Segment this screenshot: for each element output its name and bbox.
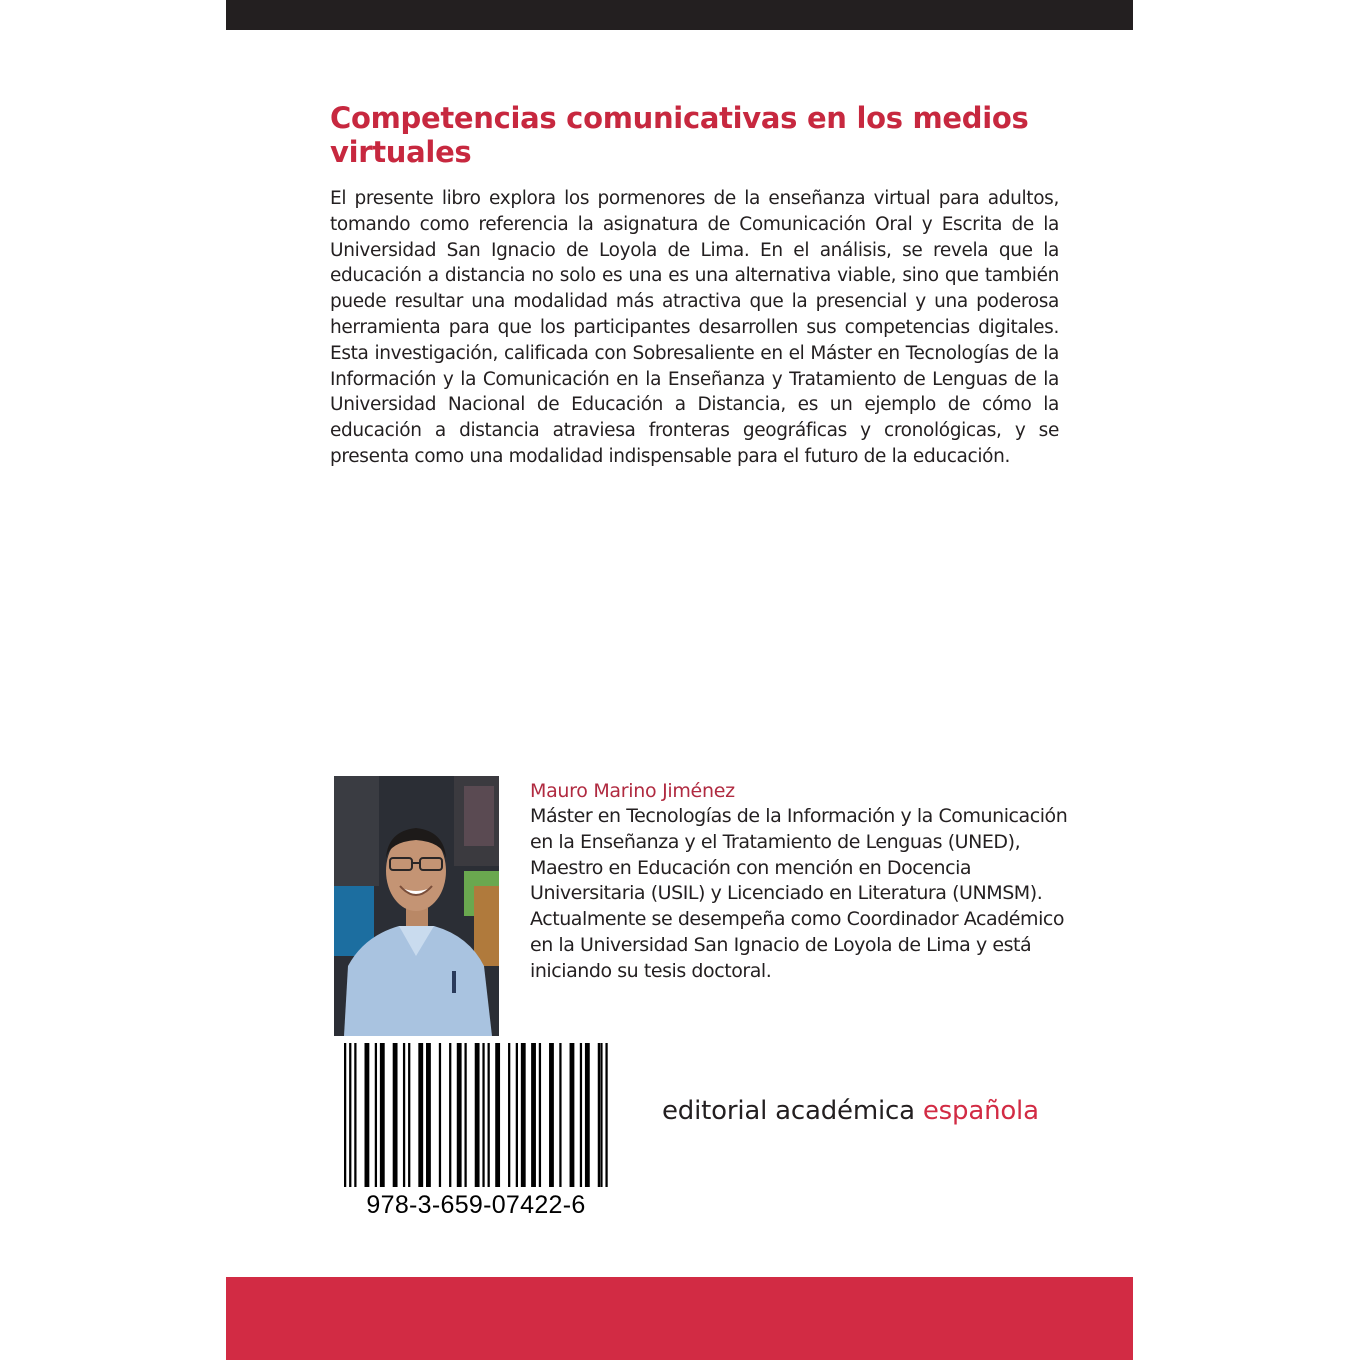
publisher-name-accent: española [922, 1096, 1039, 1126]
book-back-cover [226, 0, 1133, 1360]
barcode-bar [380, 1043, 385, 1187]
barcode-bar [365, 1043, 370, 1187]
barcode-bar [549, 1043, 554, 1187]
barcode-bar [408, 1043, 410, 1187]
author-photo [334, 776, 499, 1036]
barcode-bar [393, 1043, 398, 1187]
publisher-logo [662, 1094, 1039, 1128]
book-synopsis: El presente libro explora los pormenores de la enseñanza virtual para adultos, tomando como referencia la asignatura de Comunicación Oral y Escrita de la Universidad San Ignacio de Loyola de Lima. En el análisis, se revela que la educación a distancia no solo es una es una alternativa viable, sino que también puede resultar una modalidad más atractiva que la presencial y una poderosa herramienta para que los participantes desarrollen sus competencias digitales. Esta investigación, calificada con Sobresaliente en el Máster en Tecnologías de la Información y la Comunicación en la Enseñanza y Tratamiento de Lenguas de la Universidad Nacional de Educación a Distancia, es un ejemplo de cómo la educación a distancia atraviesa fronteras geográficas y cronológicas, y se presenta como una modalidad indispensable para el futuro de la educación. [330, 188, 1059, 467]
barcode-bar [539, 1043, 541, 1187]
barcode-bar [482, 1043, 484, 1187]
barcode-bar [354, 1043, 356, 1187]
publisher-name-main: editorial académica [662, 1096, 915, 1126]
barcode-bar [488, 1043, 490, 1187]
isbn-barcode [344, 1043, 608, 1187]
barcode-bar [457, 1043, 462, 1187]
barcode-bar [605, 1043, 607, 1187]
barcode-bar [521, 1043, 526, 1187]
barcode-bar [418, 1043, 423, 1187]
barcode-bar [598, 1043, 600, 1187]
barcode-bar [375, 1043, 377, 1187]
barcode-bar [464, 1043, 466, 1187]
barcode-bar [449, 1043, 451, 1187]
barcode-bar [426, 1043, 431, 1187]
barcode-bar [403, 1043, 405, 1187]
barcode-bar [516, 1043, 518, 1187]
barcode-bar [475, 1043, 480, 1187]
barcode-bar [344, 1043, 346, 1187]
book-title: Competencias comunicativas en los medios virtuales [330, 101, 1029, 169]
isbn-number: 978-3-659-07422-6 [366, 1191, 586, 1219]
barcode-bar [570, 1043, 575, 1187]
top-dark-band [226, 0, 1133, 30]
author-bio: Máster en Tecnologías de la Información y la Comunicación en la Enseñanza y el Tratamiento de Lenguas (UNED), Maestro en Educación con mención en Docencia Universitaria (USIL) y Licenciado en Literatura (UNMSM). Actualmente se desempeña como Coordinador Académico en la Universidad San Ignacio de Loyola de Lima y está iniciando su tesis doctoral. [530, 805, 1068, 982]
barcode-bar [580, 1043, 582, 1187]
barcode-bar [585, 1043, 590, 1187]
barcode-bar [600, 1043, 602, 1187]
barcode-bar [439, 1043, 441, 1187]
barcode-bar [531, 1043, 536, 1187]
barcode-bar [495, 1043, 500, 1187]
barcode-bar [508, 1043, 510, 1187]
author-name: Mauro Marino Jiménez [530, 780, 735, 802]
barcode-bar [559, 1043, 561, 1187]
barcode-bar [349, 1043, 351, 1187]
bottom-red-band [226, 1277, 1133, 1360]
